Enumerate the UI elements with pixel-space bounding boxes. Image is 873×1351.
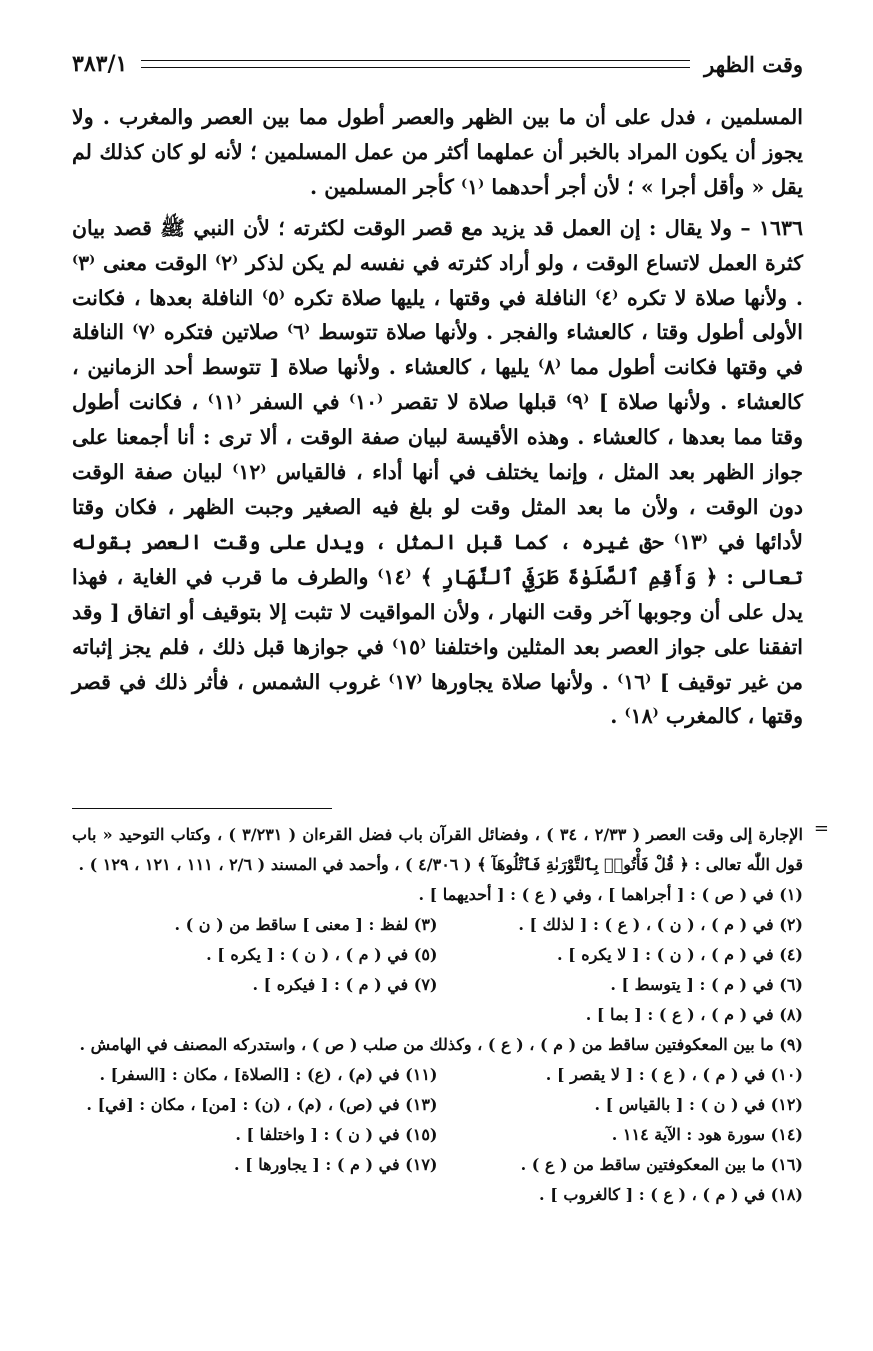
footnote-row — [72, 1060, 803, 1090]
footnote-18: (١٨) في ( م ) ، ( ع ) : [ كالغروب ] . — [539, 1185, 803, 1204]
footnote-6: (٦) في ( م ) : [ يتوسط ] . — [610, 975, 803, 994]
footnote-row — [72, 940, 803, 970]
footnote-15: (١٥) في ( ن ) : [ واختلفا ] . — [235, 1125, 438, 1144]
footnote-4: (٤) في ( م ) ، ( ن ) : [ لا يكره ] . — [556, 945, 803, 964]
footnote-continuation-mark: = — [813, 818, 829, 839]
paragraph-1: المسلمين ، فدل على أن ما بين الظهر والعصر أطول مما بين العصر والمغرب . ولا يجوز أن يكون المراد بالخبر أن عملهما أكثر من عمل المسلمين ؛ لأنه لو كان كذلك لم يقل « وأقل أجرا » ؛ لأن أجر أحدهما ⁽١⁾ كأجر المسلمين . — [72, 105, 803, 199]
footnote-separator — [72, 808, 332, 809]
paragraph-1636 — [72, 211, 803, 735]
running-header — [72, 44, 803, 84]
footnote-8: (٨) في ( م ) ، ( ع ) : [ بما ] . — [585, 1005, 803, 1024]
footnote-row — [72, 970, 803, 1000]
main-text — [72, 100, 803, 734]
footnote-row — [72, 1090, 803, 1120]
paragraph-number: ١٦٣٦ — [758, 215, 803, 240]
footnote-row — [72, 1150, 803, 1180]
footnote-12: (١٢) في ( ن ) : [ بالقياس ] . — [594, 1095, 803, 1114]
footnote-10: (١٠) في ( م ) ، ( ع ) : [ لا يقصر ] . — [545, 1065, 803, 1084]
footnote-14: (١٤) سورة هود : الآية ١١٤ . — [611, 1125, 803, 1144]
footnote-5: (٥) في ( م ) ، ( ن ) : [ يكره ] . — [206, 945, 438, 964]
paragraph-body: – ولا يقال : إن العمل قد يزيد مع قصر الوقت لكثرته ؛ لأن النبي ﷺ قصد بيان كثرة العمل لاتساع الوقت ، ولو أراد كثرته في نفسه لم يكن لذكر ⁽٢⁾ الوقت معنى ⁽٣⁾ . ولأنها صلاة لا تكره ⁽٤⁾ النافلة في وقتها ، يليها صلاة تكره ⁽٥⁾ النافلة بعدها ، فكانت الأولى أطول وقتا ، كالعشاء والفجر . ولأنها صلاة تتوسط ⁽٦⁾ صلاتين فتكره ⁽٧⁾ النافلة في وقتها فكانت أطول مما ⁽٨⁾ يليها ، كالعشاء . ولأنها صلاة [ تتوسط أحد الزمانين ، كالعشاء . ولأنها صلاة ] ⁽٩⁾ قبلها صلاة لا تقصر ⁽١٠⁾ في السفر ⁽١١⁾ ، فكانت أطول وقتا مما بعدها ، كالعشاء . وهذه الأقيسة لبيان صفة الوقت ، ألا ترى : أنا أجمعنا على جواز الظهر بعد المثل ، وإنما يختلف في أنها أداء ، فالقياس ⁽١٢⁾ لبيان صفة الوقت دون الوقت ، ولأن ما بعد المثل وقت لو بلغ فيه الصغير وجبت الظهر ، فكان وقتا لأدائها في ⁽١٣⁾ حق غيره ، كما قبل المثل ، ويدل على وقت العصر بقوله تعالى : ﴿ وَأَقِمِ ٱلصَّلَوٰةَ طَرَفَيِ ٱلنَّهَارِ ﴾ ⁽١٤⁾ والطرف ما قرب في الغاية ، فهذا يدل على أن وجوبها آخر وقت النهار ، ولأن المواقيت لا تثبت إلا بتوقيف أو اتفاق [ وقد اتفقنا على جواز العصر بعد المثلين واختلفنا ⁽١٥⁾ في جوازها قبل ذلك ، فلم يجز إثباته من غير توقيف ] ⁽١٦⁾ . ولأنها صلاة يجاورها ⁽١٧⁾ غروب الشمس ، فأثر ذلك في قصر وقتها ، كالمغرب ⁽١٨⁾ . — [72, 215, 804, 729]
footnote-row — [72, 910, 803, 940]
footnotes — [72, 820, 803, 1210]
page-number: ٣٨٣/١ — [72, 51, 128, 77]
footnote-13: (١٣) في (ص) ، (م) ، (ن) : [من] ، مكان : [في] . — [86, 1095, 438, 1114]
footnote-3: (٣) لفظ : [ معنى ] ساقط من ( ن ) . — [174, 915, 438, 934]
running-title: وقت الظهر — [704, 51, 803, 77]
footnote-continuation: الإجارة إلى وقت العصر ( ٢/٣٣ ، ٣٤ ) ، وفضائل القرآن باب فضل القرءان ( ٣/٢٣١ ) ، وكتاب التوحيد « باب قول اللّٰه تعالى : ﴿ قُلْ فَأْتُوا۟ بِٱلتَّوْرَىٰةِ فَٱتْلُوهَآ ﴾ ( ٤/٣٠٦ ) ، وأحمد في المسند ( ٢/٦ ، ١١١ ، ١٢١ ، ١٢٩ ) . — [72, 825, 804, 874]
header-double-rule — [141, 60, 690, 68]
footnote-16: (١٦) ما بين المعكوفتين ساقط من ( ع ) . — [520, 1155, 803, 1174]
footnote-17: (١٧) في ( م ) : [ يجاورها ] . — [233, 1155, 438, 1174]
footnote-11: (١١) في (م) ، (ع) : [الصلاة] ، مكان : [السفر] . — [99, 1065, 438, 1084]
footnote-2: (٢) في ( م ) ، ( ن ) ، ( ع ) : [ لذلك ] . — [518, 915, 803, 934]
footnote-1: (١) في ( ص ) : [ أجراهما ] ، وفي ( ع ) : [ أحديهما ] . — [418, 885, 803, 904]
footnote-row — [72, 1120, 803, 1150]
footnote-7: (٧) في ( م ) : [ فيكره ] . — [252, 975, 438, 994]
footnote-9: (٩) ما بين المعكوفتين ساقط من ( م ) ، ( ع ) ، وكذلك من صلب ( ص ) ، واستدركه المصنف في الهامش . — [79, 1035, 803, 1054]
